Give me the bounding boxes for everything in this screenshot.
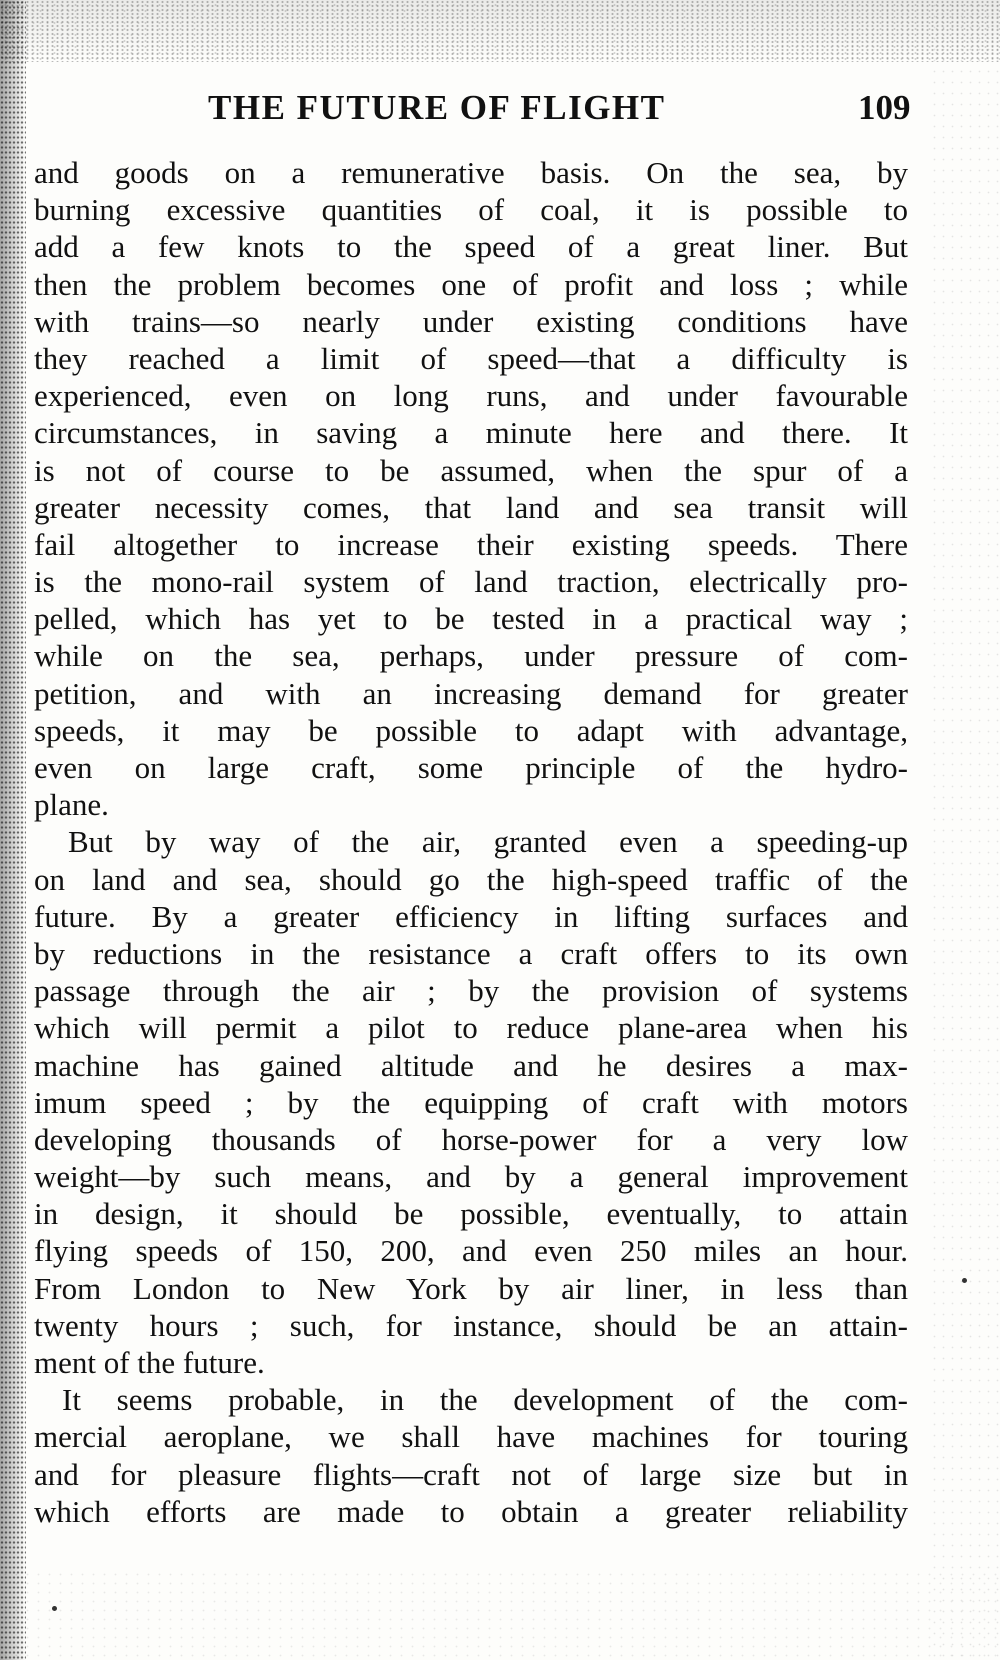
text-line: But by way of the air, granted even a speeding-up — [68, 824, 908, 860]
text-line: with trains—so nearly under existing conditions have — [34, 303, 908, 339]
text-line: fail altogether to increase their existing speeds. There — [34, 526, 908, 562]
text-line: is not of course to be assumed, when the spur of a — [34, 452, 908, 488]
text-line: they reached a limit of speed—that a difficulty is — [34, 340, 908, 376]
text-line: and goods on a remunerative basis. On the sea, by — [34, 155, 908, 190]
text-line: on land and sea, should go the high-speed traffic of the — [34, 861, 908, 897]
text-line: passage through the air ; by the provision of systems — [34, 973, 908, 1009]
ink-speck — [962, 1278, 967, 1283]
text-line: pelled, which has yet to be tested in a practical way ; — [34, 601, 908, 637]
text-line: From London to New York by air liner, in less than — [34, 1270, 908, 1306]
text-line: plane. — [34, 787, 109, 823]
text-line: which efforts are made to obtain a greater reliability — [34, 1493, 908, 1529]
text-line: in design, it should be possible, eventually, to attain — [34, 1196, 908, 1232]
text-line: ment of the future. — [34, 1345, 265, 1380]
text-line: is the mono-rail system of land traction, electrically pro- — [34, 564, 908, 600]
text-line: even on large craft, some principle of the hydro- — [34, 750, 908, 785]
text-line: greater necessity comes, that land and sea transit will — [34, 489, 908, 525]
binding-shadow — [0, 0, 26, 1660]
text-line: circumstances, in saving a minute here and there. It — [34, 415, 908, 451]
scan-noise-top — [0, 0, 1000, 62]
text-line: by reductions in the resistance a craft offers to its own — [34, 935, 908, 971]
text-line: speeds, it may be possible to adapt with advantage, — [34, 712, 908, 748]
body-text — [34, 154, 908, 1530]
page-number: 109 — [858, 88, 911, 127]
text-line: developing thousands of horse-power for a very low — [34, 1121, 908, 1157]
text-line: burning excessive quantities of coal, it is possible to — [34, 192, 908, 228]
text-line: then the problem becomes one of profit and loss ; while — [34, 266, 908, 302]
text-line: petition, and with an increasing demand for greater — [34, 675, 908, 711]
text-line: machine has gained altitude and he desires a max- — [34, 1047, 908, 1083]
running-title: THE FUTURE OF FLIGHT — [208, 88, 666, 127]
text-line: future. By a greater efficiency in lifting surfaces and — [34, 898, 908, 934]
text-line: It seems probable, in the development of the com- — [62, 1382, 908, 1418]
scan-noise-bottom — [0, 1570, 1000, 1660]
text-line: twenty hours ; such, for instance, should be an attain- — [34, 1307, 908, 1343]
text-line: mercial aeroplane, we shall have machines for touring — [34, 1419, 908, 1455]
text-line: while on the sea, perhaps, under pressure of com- — [34, 638, 908, 674]
text-line: which will permit a pilot to reduce plane-area when his — [34, 1010, 908, 1046]
text-line: flying speeds of 150, 200, and even 250 miles an hour. — [34, 1233, 908, 1269]
text-line: weight—by such means, and by a general improvement — [34, 1159, 908, 1195]
running-head — [0, 86, 1000, 130]
text-line: experienced, even on long runs, and under favourable — [34, 378, 908, 414]
text-line: add a few knots to the speed of a great liner. But — [34, 229, 908, 265]
scan-noise-right — [930, 0, 1000, 1660]
text-line: and for pleasure flights—craft not of large size but in — [34, 1456, 908, 1492]
text-line: imum speed ; by the equipping of craft with motors — [34, 1084, 908, 1120]
ink-speck — [52, 1606, 57, 1611]
